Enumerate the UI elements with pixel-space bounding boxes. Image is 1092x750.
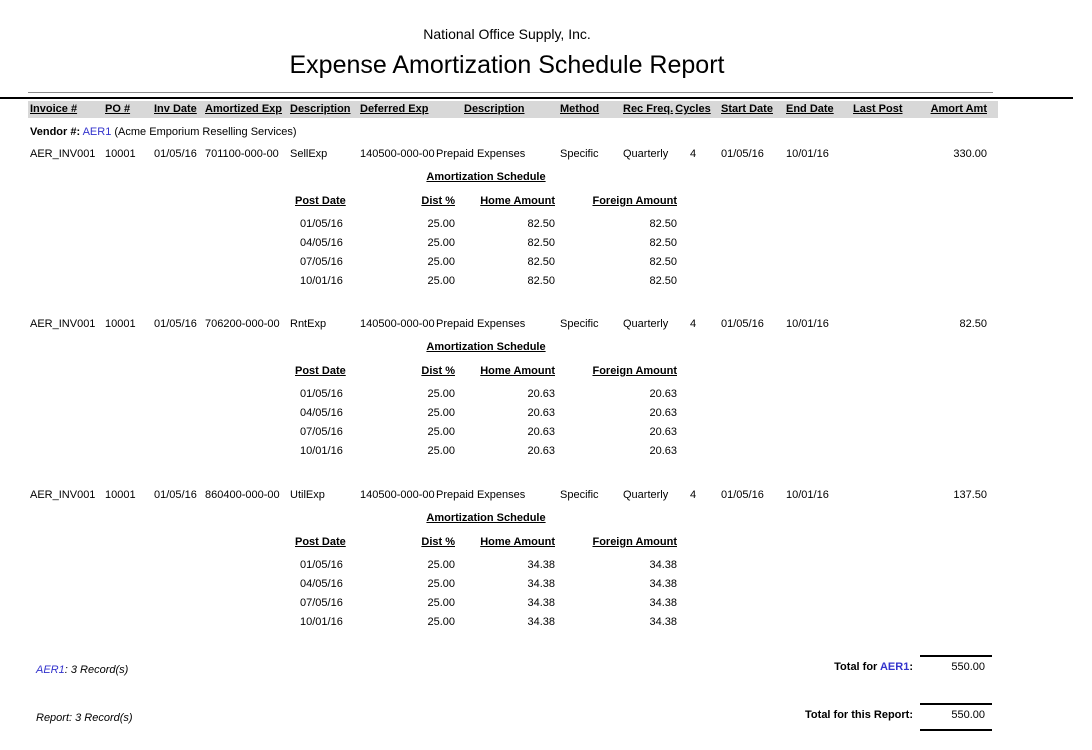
vendor-code: AER1: [82, 126, 112, 138]
schedule-row: [295, 234, 677, 253]
dist-pct-cell: 25.00: [427, 426, 455, 438]
schedule-header-row: [295, 536, 677, 549]
deferred-desc-cell: Prepaid Expenses: [436, 318, 526, 330]
post-date-cell: 10/01/16: [300, 616, 343, 628]
amortized-desc-cell: UtilExp: [290, 489, 325, 501]
amort-amt-cell: 137.50: [953, 489, 987, 501]
schedule-col-post-date: Post Date: [295, 536, 346, 548]
col-header-cycles: Cycles: [675, 103, 711, 115]
post-date-cell: 01/05/16: [300, 559, 343, 571]
vendor-total-label: [834, 655, 913, 674]
col-header-amortized-desc: Description: [290, 103, 351, 115]
report-summary-row: [0, 703, 1092, 733]
last-post-cell: [844, 148, 912, 161]
schedule-row: [295, 613, 677, 632]
schedule-header-row: [295, 195, 677, 208]
vendor-total-amount: 550.00: [920, 655, 992, 674]
schedule-heading: Amortization Schedule: [426, 341, 546, 353]
po-number-cell: 10001: [105, 148, 136, 160]
vendor-label: Vendor #:: [30, 126, 81, 138]
dist-pct-cell: 25.00: [427, 275, 455, 287]
last-post-cell: [844, 489, 912, 502]
home-amount-cell: 82.50: [527, 237, 555, 249]
col-header-method: Method: [560, 103, 600, 115]
foreign-amount-cell: 20.63: [649, 388, 677, 400]
home-amount-cell: 20.63: [527, 407, 555, 419]
col-header-end-date: End Date: [786, 103, 834, 115]
dist-pct-cell: 25.00: [427, 237, 455, 249]
schedule-heading: Amortization Schedule: [426, 512, 546, 524]
foreign-amount-cell: 82.50: [649, 237, 677, 249]
dist-pct-cell: 25.00: [427, 388, 455, 400]
home-amount-cell: 82.50: [527, 256, 555, 268]
schedule-col-home-amount: Home Amount: [480, 536, 555, 548]
header-rule-thin: [28, 92, 993, 93]
dist-pct-cell: 25.00: [427, 616, 455, 628]
amortization-schedule: [295, 171, 677, 291]
schedule-row: [295, 594, 677, 613]
vendor-record-count-rest: : 3 Record(s): [64, 664, 129, 676]
amort-amt-cell: 82.50: [959, 318, 987, 330]
schedule-row: [295, 442, 677, 461]
col-header-inv-date: Inv Date: [154, 103, 197, 115]
report-record-count: Report: 3 Record(s): [36, 712, 133, 724]
schedule-col-dist-pct: Dist %: [421, 536, 455, 548]
dist-pct-cell: 25.00: [427, 407, 455, 419]
foreign-amount-cell: 20.63: [649, 407, 677, 419]
dist-pct-cell: 25.00: [427, 559, 455, 571]
invoice-row: [28, 148, 998, 161]
report-total-group: [805, 703, 992, 731]
schedule-heading: Amortization Schedule: [426, 171, 546, 183]
col-header-invoice-number: Invoice #: [30, 103, 78, 115]
invoice-row: [28, 489, 998, 502]
schedule-row: [295, 556, 677, 575]
post-date-cell: 07/05/16: [300, 256, 343, 268]
vendor-record-count: [36, 664, 128, 677]
cycles-cell: 4: [689, 318, 697, 330]
po-number-cell: 10001: [105, 318, 136, 330]
schedule-row: [295, 253, 677, 272]
col-header-rec-freq: Rec Freq.: [623, 103, 674, 115]
schedule-row: [295, 575, 677, 594]
home-amount-cell: 20.63: [527, 445, 555, 457]
method-cell: Specific: [560, 489, 599, 501]
end-date-cell: 10/01/16: [786, 148, 829, 160]
schedule-row: [295, 215, 677, 234]
start-date-cell: 01/05/16: [721, 148, 764, 160]
start-date-cell: 01/05/16: [721, 318, 764, 330]
rec-freq-cell: Quarterly: [623, 318, 669, 330]
foreign-amount-cell: 34.38: [649, 578, 677, 590]
post-date-cell: 04/05/16: [300, 578, 343, 590]
post-date-cell: 04/05/16: [300, 407, 343, 419]
invoice-number-cell: AER_INV001: [30, 148, 96, 160]
home-amount-cell: 34.38: [527, 578, 555, 590]
col-header-amortized-exp: Amortized Exp: [205, 103, 283, 115]
column-header-row: [28, 101, 998, 118]
end-date-cell: 10/01/16: [786, 489, 829, 501]
page-title: Expense Amortization Schedule Report: [289, 51, 725, 79]
amortization-schedule: [295, 512, 677, 632]
amortized-desc-cell: RntExp: [290, 318, 327, 330]
home-amount-cell: 20.63: [527, 426, 555, 438]
schedule-row: [295, 272, 677, 291]
deferred-exp-cell: 140500-000-00: [360, 318, 435, 330]
dist-pct-cell: 25.00: [427, 256, 455, 268]
header-rule-thick: [0, 97, 1073, 99]
schedule-row: [295, 385, 677, 404]
col-header-deferred-exp: Deferred Exp: [360, 103, 429, 115]
home-amount-cell: 82.50: [527, 275, 555, 287]
schedule-col-post-date: Post Date: [295, 195, 346, 207]
foreign-amount-cell: 34.38: [649, 597, 677, 609]
vendor-total-label-code: AER1: [879, 661, 910, 673]
foreign-amount-cell: 34.38: [649, 616, 677, 628]
home-amount-cell: 20.63: [527, 388, 555, 400]
method-cell: Specific: [560, 318, 599, 330]
post-date-cell: 10/01/16: [300, 445, 343, 457]
schedule-col-home-amount: Home Amount: [480, 365, 555, 377]
col-header-start-date: Start Date: [721, 103, 773, 115]
dist-pct-cell: 25.00: [427, 445, 455, 457]
schedule-col-dist-pct: Dist %: [421, 365, 455, 377]
post-date-cell: 07/05/16: [300, 426, 343, 438]
vendor-record-count-code: AER1: [36, 664, 65, 676]
vendor-summary-row: [0, 655, 1092, 685]
post-date-cell: 01/05/16: [300, 388, 343, 400]
last-post-cell: [844, 318, 912, 331]
inv-date-cell: 01/05/16: [154, 148, 197, 160]
schedule-row: [295, 423, 677, 442]
invoice-number-cell: AER_INV001: [30, 318, 96, 330]
vendor-total-label-suffix: :: [909, 661, 913, 673]
amortized-desc-cell: SellExp: [290, 148, 328, 160]
cycles-cell: 4: [689, 148, 697, 160]
amort-amt-cell: 330.00: [953, 148, 987, 160]
deferred-desc-cell: Prepaid Expenses: [436, 489, 526, 501]
report-total-label: Total for this Report:: [805, 709, 913, 721]
foreign-amount-cell: 82.50: [649, 275, 677, 287]
schedule-col-foreign-amount: Foreign Amount: [592, 365, 677, 377]
col-header-last-post: Last Post: [853, 103, 903, 115]
schedule-header-row: [295, 365, 677, 378]
amortized-exp-cell: 706200-000-00: [205, 318, 280, 330]
report-header: [0, 0, 1014, 80]
foreign-amount-cell: 20.63: [649, 445, 677, 457]
foreign-amount-cell: 82.50: [649, 256, 677, 268]
invoice-number-cell: AER_INV001: [30, 489, 96, 501]
vendor-total-group: [834, 655, 992, 674]
amortization-schedule: [295, 341, 677, 461]
vendor-name: (Acme Emporium Reselling Services): [114, 126, 297, 138]
deferred-exp-cell: 140500-000-00: [360, 489, 435, 501]
post-date-cell: 04/05/16: [300, 237, 343, 249]
dist-pct-cell: 25.00: [427, 578, 455, 590]
invoice-row: [28, 318, 998, 331]
home-amount-cell: 82.50: [527, 218, 555, 230]
rec-freq-cell: Quarterly: [623, 148, 669, 160]
foreign-amount-cell: 34.38: [649, 559, 677, 571]
col-header-amort-amt: Amort Amt: [930, 103, 987, 115]
home-amount-cell: 34.38: [527, 597, 555, 609]
company-name: National Office Supply, Inc.: [423, 26, 591, 42]
home-amount-cell: 34.38: [527, 616, 555, 628]
deferred-exp-cell: 140500-000-00: [360, 148, 435, 160]
vendor-total-label-prefix: Total for: [834, 661, 880, 673]
vendor-line: [30, 126, 1092, 139]
schedule-col-foreign-amount: Foreign Amount: [592, 195, 677, 207]
report-total-amount: 550.00: [920, 703, 992, 731]
start-date-cell: 01/05/16: [721, 489, 764, 501]
foreign-amount-cell: 82.50: [649, 218, 677, 230]
amortized-exp-cell: 860400-000-00: [205, 489, 280, 501]
post-date-cell: 01/05/16: [300, 218, 343, 230]
inv-date-cell: 01/05/16: [154, 318, 197, 330]
end-date-cell: 10/01/16: [786, 318, 829, 330]
cycles-cell: 4: [689, 489, 697, 501]
post-date-cell: 10/01/16: [300, 275, 343, 287]
rec-freq-cell: Quarterly: [623, 489, 669, 501]
col-header-po-number: PO #: [105, 103, 131, 115]
po-number-cell: 10001: [105, 489, 136, 501]
amortized-exp-cell: 701100-000-00: [205, 148, 279, 160]
schedule-col-home-amount: Home Amount: [480, 195, 555, 207]
post-date-cell: 07/05/16: [300, 597, 343, 609]
schedule-col-foreign-amount: Foreign Amount: [592, 536, 677, 548]
col-header-deferred-desc: Description: [464, 103, 525, 115]
dist-pct-cell: 25.00: [427, 218, 455, 230]
home-amount-cell: 34.38: [527, 559, 555, 571]
schedule-col-post-date: Post Date: [295, 365, 346, 377]
schedule-row: [295, 404, 677, 423]
foreign-amount-cell: 20.63: [649, 426, 677, 438]
dist-pct-cell: 25.00: [427, 597, 455, 609]
schedule-col-dist-pct: Dist %: [421, 195, 455, 207]
deferred-desc-cell: Prepaid Expenses: [436, 148, 526, 160]
inv-date-cell: 01/05/16: [154, 489, 197, 501]
method-cell: Specific: [560, 148, 599, 160]
